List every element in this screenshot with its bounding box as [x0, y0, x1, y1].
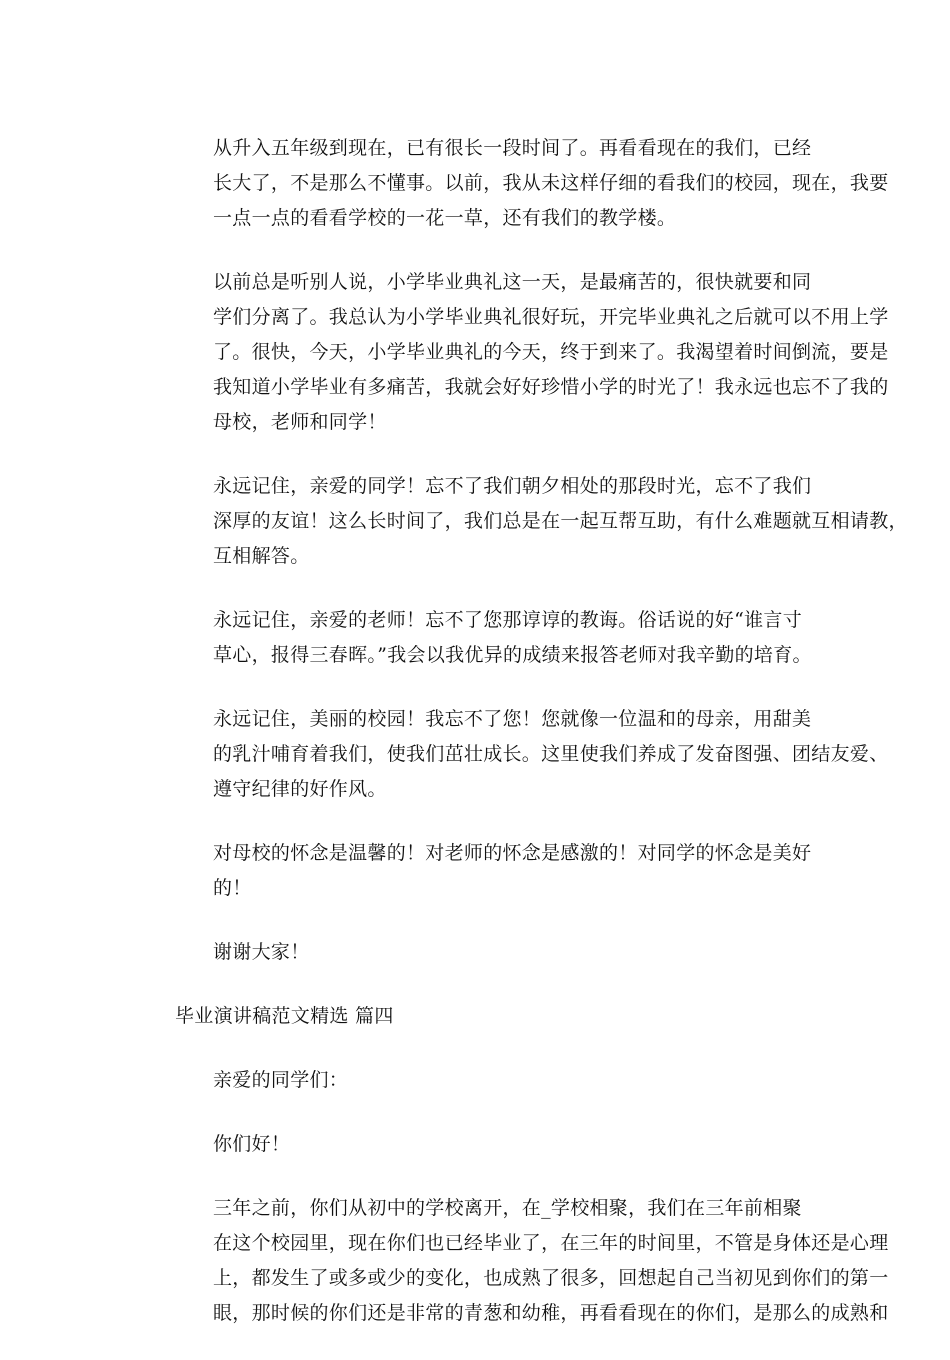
paragraph — [137, 1063, 817, 1098]
text-line: 的！ — [213, 877, 252, 899]
paragraph — [137, 1127, 817, 1162]
text-line: 对母校的怀念是温馨的！对老师的怀念是感激的！对同学的怀念是美好 — [213, 842, 812, 864]
text-line: 一点一点的看看学校的一花一草，还有我们的教学楼。 — [213, 207, 677, 229]
text-line: 永远记住，亲爱的同学！忘不了我们朝夕相处的那段时光，忘不了我们 — [213, 475, 812, 497]
paragraph — [137, 469, 908, 574]
text-line: 在这个校园里，现在你们也已经毕业了，在三年的时间里，不管是身体还是心理 — [213, 1232, 889, 1254]
text-line: 永远记住，美丽的校园！我忘不了您！您就像一位温和的母亲，用甜美 — [213, 708, 812, 730]
paragraph — [137, 603, 817, 673]
text-line: 互相解答。 — [213, 545, 310, 567]
text-line: 以前总是听别人说，小学毕业典礼这一天，是最痛苦的，很快就要和同 — [213, 271, 812, 293]
text-line: 上，都发生了或多或少的变化，也成熟了很多，回想起自己当初见到你们的第一 — [213, 1267, 889, 1289]
text-line: 母校，老师和同学！ — [213, 411, 387, 433]
text-line: 永远记住，亲爱的老师！忘不了您那谆谆的教诲。俗话说的好“谁言寸 — [213, 609, 803, 631]
paragraph — [137, 935, 817, 970]
text-line: 深厚的友谊！这么长时间了，我们总是在一起互帮互助，有什么难题就互相请教， — [213, 510, 908, 532]
text-line: 长大了，不是那么不懂事。以前，我从未这样仔细的看我们的校园，现在，我要 — [213, 172, 889, 194]
text-line: 了。很快，今天，小学毕业典礼的今天，终于到来了。我渴望着时间倒流，要是 — [213, 341, 889, 363]
text-line: 学们分离了。我总认为小学毕业典礼很好玩，开完毕业典礼之后就可以不用上学 — [213, 306, 889, 328]
text-line: 从升入五年级到现在，已有很长一段时间了。再看看现在的我们，已经 — [213, 137, 812, 159]
paragraph — [137, 1191, 889, 1331]
section-heading: 毕业演讲稿范文精选 篇四 — [175, 1005, 394, 1027]
text-line: 遵守纪律的好作风。 — [213, 778, 387, 800]
paragraph — [137, 836, 817, 906]
text-line: 你们好！ — [213, 1133, 291, 1155]
document-body — [137, 131, 908, 1360]
text-line: 草心，报得三春晖。”我会以我优异的成绩来报答老师对我辛勤的培育。 — [213, 644, 812, 666]
text-line: 三年之前，你们从初中的学校离开，在_学校相聚，我们在三年前相聚 — [213, 1197, 802, 1219]
text-line: 的乳汁哺育着我们，使我们茁壮成长。这里使我们养成了发奋图强、团结友爱、 — [213, 743, 889, 765]
paragraph — [137, 265, 889, 440]
text-line: 眼，那时候的你们还是非常的青葱和幼稚，再看看现在的你们，是那么的成熟和 — [213, 1302, 889, 1324]
text-line: 我知道小学毕业有多痛苦，我就会好好珍惜小学的时光了！我永远也忘不了我的 — [213, 376, 889, 398]
text-line: 谢谢大家！ — [213, 941, 310, 963]
text-line: 亲爱的同学们： — [213, 1069, 349, 1091]
paragraph — [137, 131, 889, 236]
paragraph — [137, 702, 889, 807]
